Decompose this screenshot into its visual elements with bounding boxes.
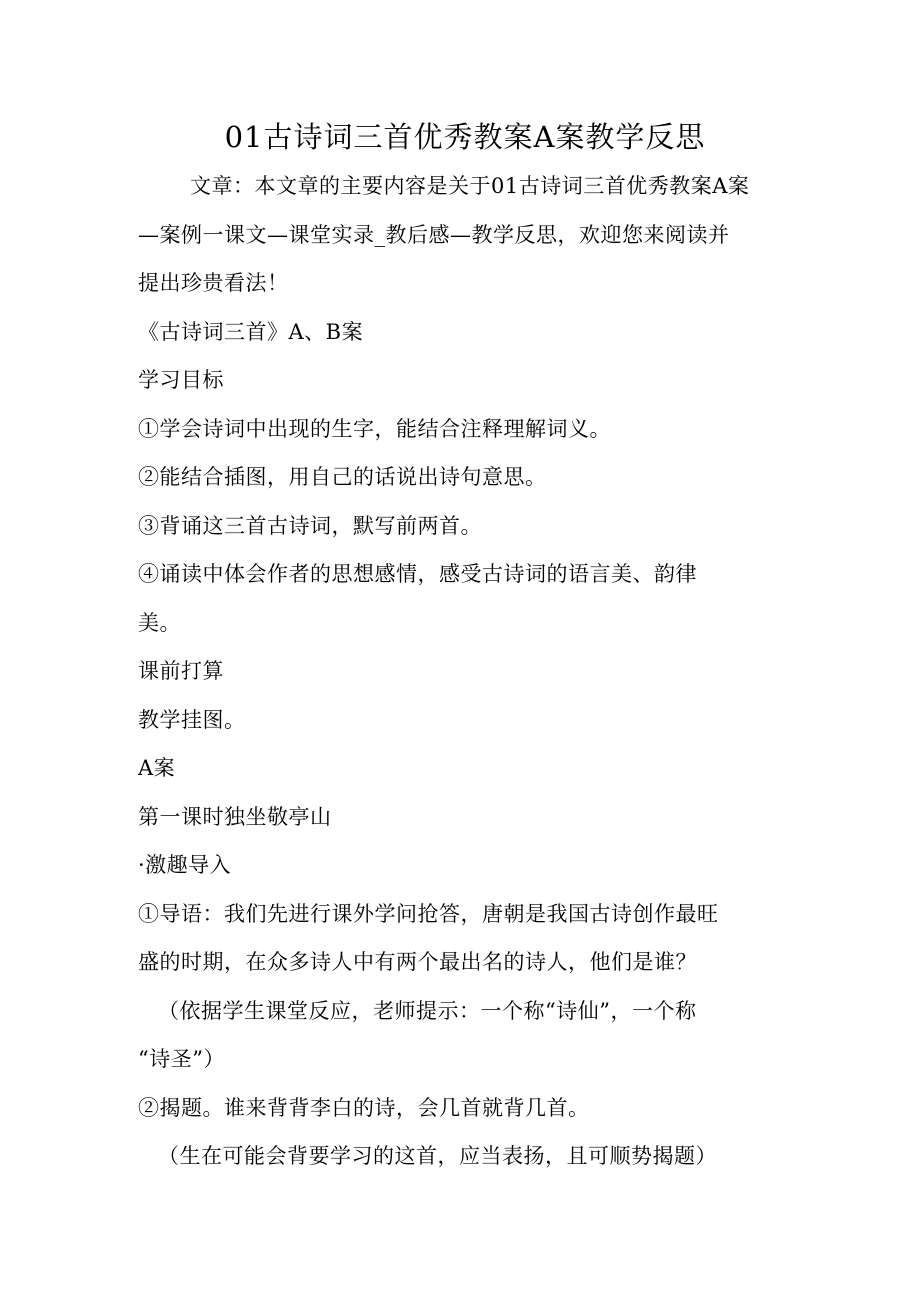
section-heading: 课前打算: [138, 659, 224, 683]
paragraph-line: 教学挂图。: [138, 707, 246, 732]
objective-item: ④诵读中体会作者的思想感情，感受古诗词的语言美、韵律: [138, 562, 697, 586]
paragraph-line: ②揭题。谁来背背李白的诗，会几首就背几首。: [138, 1095, 590, 1120]
intro-line: —案例一课文—课堂实录_教后感—教学反思，欢迎您来阅读并: [138, 222, 730, 247]
section-heading: 《古诗词三首》A、B案: [138, 319, 364, 344]
paragraph-line: ①导语：我们先进行课外学问抢答，唐朝是我国古诗创作最旺: [138, 901, 719, 926]
objective-item: ③背诵这三首古诗词，默写前两首。: [138, 513, 482, 538]
step-heading: ·激趣导入: [138, 853, 232, 877]
section-heading: A案: [138, 756, 176, 780]
section-heading: 学习目标: [138, 368, 224, 392]
teacher-note-line: （依据学生课堂反应，老师提示：一个称“诗仙”，一个称: [158, 998, 697, 1023]
document-body: [138, 162, 784, 1181]
objective-item: ②能结合插图，用自己的话说出诗句意思。: [138, 465, 547, 489]
teacher-note-line: “诗圣”）: [138, 1047, 225, 1071]
paragraph-line: 盛的时期，在众多诗人中有两个最出名的诗人，他们是谁？: [138, 950, 697, 974]
lesson-heading: 第一课时独坐敬亭山: [138, 804, 332, 829]
document-title: 01古诗词三首优秀教案A案教学反思: [224, 120, 706, 154]
intro-line: 提出珍贵看法！: [138, 271, 289, 295]
intro-line: 文章：本文章的主要内容是关于01古诗词三首优秀教案A案: [190, 174, 750, 198]
teacher-note-line: （生在可能会背要学习的这首，应当表扬，且可顺势揭题）: [158, 1144, 717, 1168]
objective-item: ①学会诗词中出现的生字，能结合注释理解词义。: [138, 416, 611, 441]
objective-item-continued: 美。: [138, 610, 181, 635]
